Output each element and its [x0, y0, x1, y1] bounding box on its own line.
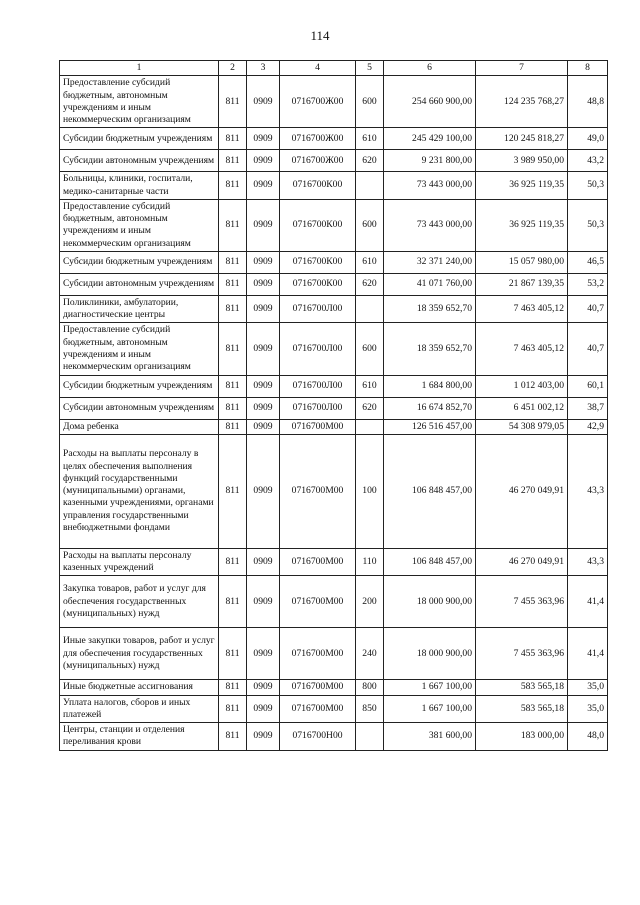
expense-type-code: 240 [356, 628, 384, 680]
planned-amount: 1 684 800,00 [384, 375, 476, 397]
planned-amount: 73 443 000,00 [384, 199, 476, 251]
executed-amount: 7 455 363,96 [476, 576, 568, 628]
ministry-code: 811 [219, 548, 247, 576]
table-row [60, 150, 608, 172]
executed-amount: 183 000,00 [476, 723, 568, 751]
table-row [60, 76, 608, 128]
expense-type-code: 600 [356, 76, 384, 128]
row-description: Центры, станции и отделения переливания крови [60, 723, 219, 751]
executed-amount: 15 057 980,00 [476, 251, 568, 273]
expense-type-code: 610 [356, 251, 384, 273]
expense-type-code: 110 [356, 548, 384, 576]
planned-amount: 18 359 652,70 [384, 323, 476, 375]
expense-type-code: 200 [356, 576, 384, 628]
ministry-code: 811 [219, 576, 247, 628]
expense-type-code [356, 295, 384, 323]
row-description: Уплата налогов, сборов и иных платежей [60, 695, 219, 723]
executed-amount: 54 308 979,05 [476, 419, 568, 434]
row-description: Дома ребенка [60, 419, 219, 434]
ministry-code: 811 [219, 695, 247, 723]
expense-type-code: 100 [356, 434, 384, 548]
ministry-code: 811 [219, 434, 247, 548]
expense-type-code [356, 172, 384, 200]
section-code: 0909 [247, 576, 280, 628]
target-article-code: 0716700М00 [280, 548, 356, 576]
row-description: Иные бюджетные ассигнования [60, 680, 219, 695]
section-code: 0909 [247, 628, 280, 680]
executed-amount: 124 235 768,27 [476, 76, 568, 128]
ministry-code: 811 [219, 76, 247, 128]
table-row [60, 419, 608, 434]
row-description: Расходы на выплаты персоналу в целях обеспечения выполнения функций государственными (муниципальными) органами, казенными учреждениями, органами управления государственными внебюджетными фондами [60, 434, 219, 548]
target-article-code: 0716700Н00 [280, 723, 356, 751]
target-article-code: 0716700К00 [280, 251, 356, 273]
section-code: 0909 [247, 434, 280, 548]
column-header: 5 [356, 61, 384, 76]
column-header: 7 [476, 61, 568, 76]
section-code: 0909 [247, 172, 280, 200]
planned-amount: 18 359 652,70 [384, 295, 476, 323]
planned-amount: 18 000 900,00 [384, 628, 476, 680]
table-row [60, 128, 608, 150]
column-header: 1 [60, 61, 219, 76]
execution-percent: 43,3 [568, 548, 608, 576]
execution-percent: 42,9 [568, 419, 608, 434]
section-code: 0909 [247, 76, 280, 128]
section-code: 0909 [247, 150, 280, 172]
column-header: 8 [568, 61, 608, 76]
execution-percent: 48,0 [568, 723, 608, 751]
execution-percent: 40,7 [568, 295, 608, 323]
table-row [60, 323, 608, 375]
execution-percent: 43,2 [568, 150, 608, 172]
target-article-code: 0716700М00 [280, 419, 356, 434]
execution-percent: 41,4 [568, 576, 608, 628]
ministry-code: 811 [219, 150, 247, 172]
execution-percent: 50,3 [568, 172, 608, 200]
table-row [60, 397, 608, 419]
planned-amount: 41 071 760,00 [384, 273, 476, 295]
section-code: 0909 [247, 695, 280, 723]
section-code: 0909 [247, 680, 280, 695]
section-code: 0909 [247, 375, 280, 397]
execution-percent: 38,7 [568, 397, 608, 419]
executed-amount: 36 925 119,35 [476, 199, 568, 251]
section-code: 0909 [247, 128, 280, 150]
executed-amount: 7 455 363,96 [476, 628, 568, 680]
ministry-code: 811 [219, 375, 247, 397]
execution-percent: 48,8 [568, 76, 608, 128]
expense-type-code: 600 [356, 323, 384, 375]
execution-percent: 35,0 [568, 695, 608, 723]
row-description: Субсидии бюджетным учреждениям [60, 251, 219, 273]
planned-amount: 106 848 457,00 [384, 434, 476, 548]
target-article-code: 0716700К00 [280, 199, 356, 251]
execution-percent: 50,3 [568, 199, 608, 251]
column-header: 2 [219, 61, 247, 76]
table-row [60, 434, 608, 548]
target-article-code: 0716700Л00 [280, 397, 356, 419]
executed-amount: 3 989 950,00 [476, 150, 568, 172]
ministry-code: 811 [219, 273, 247, 295]
planned-amount: 106 848 457,00 [384, 548, 476, 576]
table-row [60, 199, 608, 251]
expense-type-code: 620 [356, 397, 384, 419]
executed-amount: 1 012 403,00 [476, 375, 568, 397]
executed-amount: 21 867 139,35 [476, 273, 568, 295]
expense-type-code: 620 [356, 273, 384, 295]
target-article-code: 0716700М00 [280, 576, 356, 628]
execution-percent: 43,3 [568, 434, 608, 548]
table-row [60, 172, 608, 200]
page-number: 114 [310, 28, 330, 43]
executed-amount: 120 245 818,27 [476, 128, 568, 150]
table-row [60, 723, 608, 751]
expense-type-code: 610 [356, 375, 384, 397]
expense-type-code: 610 [356, 128, 384, 150]
ministry-code: 811 [219, 128, 247, 150]
column-header: 4 [280, 61, 356, 76]
section-code: 0909 [247, 199, 280, 251]
section-code: 0909 [247, 723, 280, 751]
row-description: Иные закупки товаров, работ и услуг для обеспечения государственных (муниципальных) нужд [60, 628, 219, 680]
row-description: Предоставление субсидий бюджетным, автономным учреждениям и иным некоммерческим организациям [60, 323, 219, 375]
expense-type-code [356, 723, 384, 751]
execution-percent: 35,0 [568, 680, 608, 695]
target-article-code: 0716700Ж00 [280, 150, 356, 172]
table-row [60, 680, 608, 695]
executed-amount: 583 565,18 [476, 680, 568, 695]
target-article-code: 0716700Л00 [280, 375, 356, 397]
table-row [60, 273, 608, 295]
target-article-code: 0716700Л00 [280, 323, 356, 375]
execution-percent: 40,7 [568, 323, 608, 375]
table-row [60, 628, 608, 680]
planned-amount: 16 674 852,70 [384, 397, 476, 419]
planned-amount: 1 667 100,00 [384, 680, 476, 695]
planned-amount: 126 516 457,00 [384, 419, 476, 434]
table-body [60, 76, 608, 750]
row-description: Больницы, клиники, госпитали, медико-санитарные части [60, 172, 219, 200]
executed-amount: 36 925 119,35 [476, 172, 568, 200]
ministry-code: 811 [219, 251, 247, 273]
ministry-code: 811 [219, 172, 247, 200]
row-description: Расходы на выплаты персоналу казенных учреждений [60, 548, 219, 576]
row-description: Субсидии автономным учреждениям [60, 150, 219, 172]
table-row [60, 295, 608, 323]
target-article-code: 0716700К00 [280, 273, 356, 295]
planned-amount: 73 443 000,00 [384, 172, 476, 200]
row-description: Предоставление субсидий бюджетным, автономным учреждениям и иным некоммерческим организациям [60, 199, 219, 251]
execution-percent: 53,2 [568, 273, 608, 295]
expense-type-code: 600 [356, 199, 384, 251]
planned-amount: 381 600,00 [384, 723, 476, 751]
section-code: 0909 [247, 251, 280, 273]
expense-type-code [356, 419, 384, 434]
executed-amount: 6 451 002,12 [476, 397, 568, 419]
column-header: 6 [384, 61, 476, 76]
target-article-code: 0716700К00 [280, 172, 356, 200]
section-code: 0909 [247, 273, 280, 295]
row-description: Поликлиники, амбулатории, диагностические центры [60, 295, 219, 323]
planned-amount: 32 371 240,00 [384, 251, 476, 273]
target-article-code: 0716700Ж00 [280, 128, 356, 150]
target-article-code: 0716700М00 [280, 434, 356, 548]
column-header: 3 [247, 61, 280, 76]
section-code: 0909 [247, 397, 280, 419]
execution-percent: 60,1 [568, 375, 608, 397]
table-row [60, 251, 608, 273]
row-description: Субсидии автономным учреждениям [60, 397, 219, 419]
planned-amount: 1 667 100,00 [384, 695, 476, 723]
execution-percent: 49,0 [568, 128, 608, 150]
row-description: Субсидии бюджетным учреждениям [60, 128, 219, 150]
table-row [60, 695, 608, 723]
executed-amount: 7 463 405,12 [476, 295, 568, 323]
target-article-code: 0716700Ж00 [280, 76, 356, 128]
executed-amount: 46 270 049,91 [476, 434, 568, 548]
planned-amount: 245 429 100,00 [384, 128, 476, 150]
ministry-code: 811 [219, 397, 247, 419]
table-row [60, 576, 608, 628]
execution-percent: 41,4 [568, 628, 608, 680]
ministry-code: 811 [219, 199, 247, 251]
planned-amount: 9 231 800,00 [384, 150, 476, 172]
target-article-code: 0716700Л00 [280, 295, 356, 323]
section-code: 0909 [247, 419, 280, 434]
ministry-code: 811 [219, 723, 247, 751]
planned-amount: 254 660 900,00 [384, 76, 476, 128]
expense-type-code: 800 [356, 680, 384, 695]
expense-type-code: 620 [356, 150, 384, 172]
budget-table [59, 60, 608, 751]
section-code: 0909 [247, 295, 280, 323]
target-article-code: 0716700М00 [280, 680, 356, 695]
ministry-code: 811 [219, 323, 247, 375]
table-row [60, 548, 608, 576]
table-row [60, 375, 608, 397]
section-code: 0909 [247, 548, 280, 576]
planned-amount: 18 000 900,00 [384, 576, 476, 628]
ministry-code: 811 [219, 680, 247, 695]
row-description: Закупка товаров, работ и услуг для обеспечения государственных (муниципальных) нужд [60, 576, 219, 628]
executed-amount: 7 463 405,12 [476, 323, 568, 375]
section-code: 0909 [247, 323, 280, 375]
row-description: Субсидии автономным учреждениям [60, 273, 219, 295]
ministry-code: 811 [219, 628, 247, 680]
ministry-code: 811 [219, 295, 247, 323]
table-header-row [60, 61, 608, 76]
executed-amount: 583 565,18 [476, 695, 568, 723]
expense-type-code: 850 [356, 695, 384, 723]
target-article-code: 0716700М00 [280, 628, 356, 680]
row-description: Предоставление субсидий бюджетным, автономным учреждениям и иным некоммерческим организациям [60, 76, 219, 128]
execution-percent: 46,5 [568, 251, 608, 273]
ministry-code: 811 [219, 419, 247, 434]
target-article-code: 0716700М00 [280, 695, 356, 723]
row-description: Субсидии бюджетным учреждениям [60, 375, 219, 397]
executed-amount: 46 270 049,91 [476, 548, 568, 576]
